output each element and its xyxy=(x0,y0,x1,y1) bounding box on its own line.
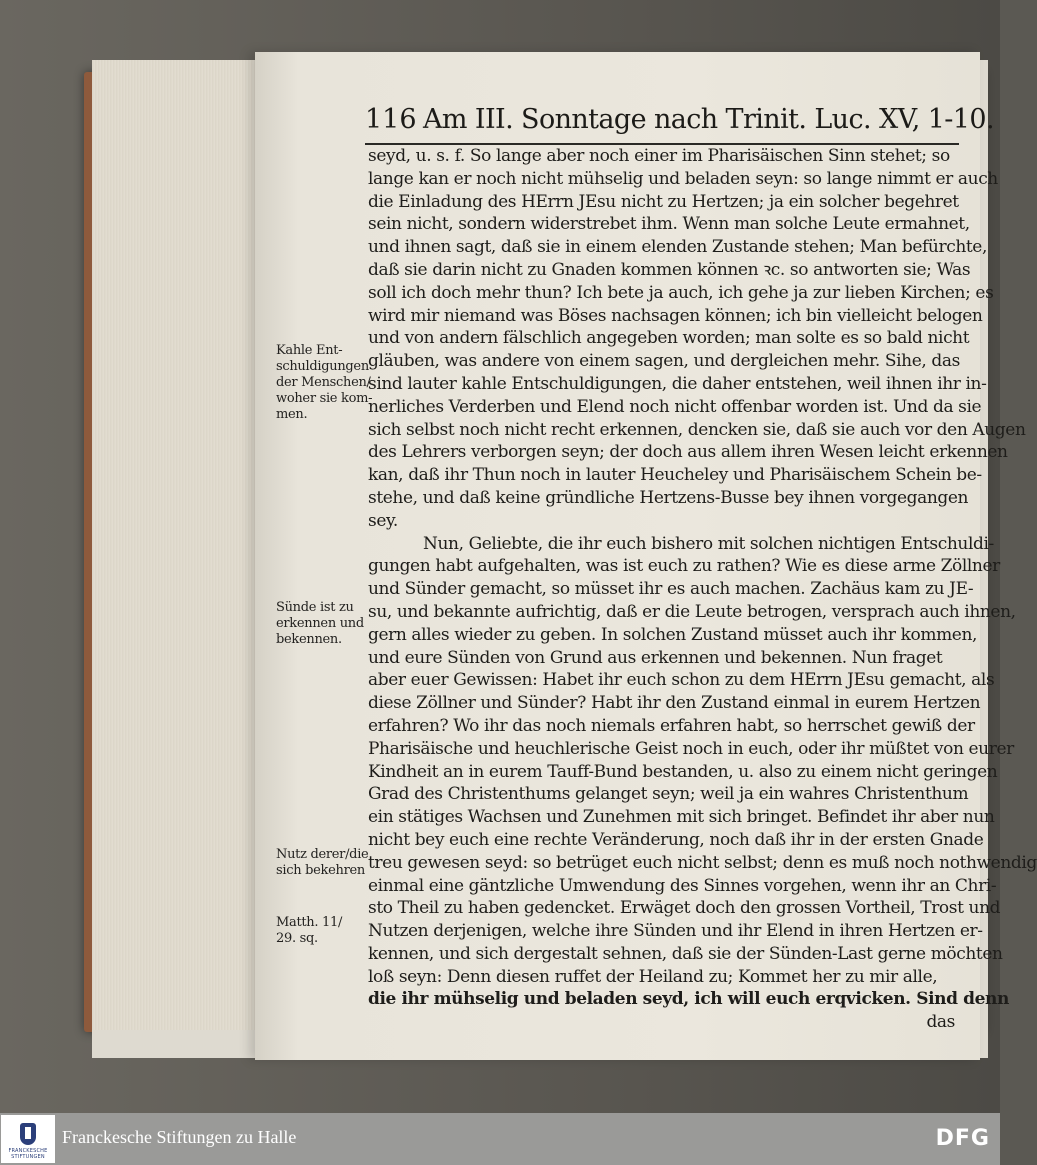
page-header xyxy=(365,104,994,144)
margin-note-line: Sünde ist zu xyxy=(276,600,354,615)
franckesche-stiftungen-logo[interactable] xyxy=(1,1115,55,1163)
margin-note-line: Matth. 11/ xyxy=(276,915,343,930)
text-line: nicht bey euch eine rechte Veränderung, noch daß ihr in der ersten Gnade xyxy=(368,829,984,850)
dfg-logo[interactable]: DFG xyxy=(935,1126,990,1151)
text-line: sto Theil zu haben gedencket. Erwäget doch den grossen Vortheil, Trost und xyxy=(368,898,1001,919)
text-line: kan, daß ihr Thun noch in lauter Heucheley und Pharisäischem Schein be- xyxy=(368,465,982,486)
text-line: stehe, und daß keine gründliche Hertzens-Busse bey ihnen vorgegangen xyxy=(368,487,969,508)
text-line: und ihnen sagt, daß sie in einem elenden Zustande stehen; Man befürchte, xyxy=(368,237,987,258)
text-line: gern alles wieder zu geben. In solchen Zustand müsset auch ihr kommen, xyxy=(368,624,978,645)
text-line: erfahren? Wo ihr das noch niemals erfahren habt, so herrschet gewiß der xyxy=(368,715,975,736)
logo-text: FRANCKESCHE STIFTUNGEN xyxy=(8,1148,48,1160)
footer-bar xyxy=(0,1113,1000,1165)
margin-note-line: sich bekehren xyxy=(276,863,365,878)
margin-note-line: men. xyxy=(276,407,308,422)
crest-icon xyxy=(20,1123,36,1145)
page-number: 116 xyxy=(365,104,417,135)
text-line: wird mir niemand was Böses nachsagen können; ich bin vielleicht belogen xyxy=(368,305,983,326)
text-line: su, und bekannte aufrichtig, daß er die Leute betrogen, versprach auch ihnen, xyxy=(368,601,1016,622)
text-line: sind lauter kahle Entschuldigungen, die daher entstehen, weil ihnen ihr in- xyxy=(368,373,987,394)
text-line: die Einladung des HErrn JEsu nicht zu Hertzen; ja ein solcher begehret xyxy=(368,191,959,212)
margin-note-line: der Menschen/ xyxy=(276,375,371,390)
margin-note-line: Nutz derer/die xyxy=(276,847,369,862)
text-line: diese Zöllner und Sünder? Habt ihr den Zustand einmal in eurem Hertzen xyxy=(368,693,981,714)
text-line: sey. xyxy=(368,510,398,531)
body-text xyxy=(368,145,1037,1034)
text-line: sich selbst noch nicht recht erkennen, dencken sie, daß sie auch vor den Augen xyxy=(368,419,1026,440)
text-line: kennen, und sich dergestalt sehnen, daß sie der Sünden-Last gerne möchten xyxy=(368,943,1003,964)
margin-note xyxy=(276,847,368,879)
margin-note-line: 29. sq. xyxy=(276,931,318,946)
text-line: Pharisäische und heuchlerische Geist noch in euch, oder ihr müßtet von eurer xyxy=(368,738,1014,759)
text-line: einmal eine gäntzliche Umwendung des Sinnes vorgehen, wenn ihr an Chri- xyxy=(368,875,997,896)
text-line: Kindheit an in eurem Tauff-Bund bestanden, u. also zu einem nicht geringen xyxy=(368,761,998,782)
text-line: die ihr mühselig und beladen seyd, ich will euch erqvicken. Sind denn xyxy=(368,989,1009,1010)
text-line: Nutzen derjenigen, welche ihre Sünden und ihr Elend in ihren Hertzen er- xyxy=(368,921,983,942)
text-line: soll ich doch mehr thun? Ich bete ja auch, ich gehe ja zur lieben Kirchen; es xyxy=(368,282,994,303)
text-line: daß sie darin nicht zu Gnaden kommen können ꝛc. so antworten sie; Was xyxy=(368,259,971,280)
text-line: ein stätiges Wachsen und Zunehmen mit sich bringet. Befindet ihr aber nun xyxy=(368,807,995,828)
margin-note xyxy=(276,915,368,947)
text-line: lange kan er noch nicht mühselig und beladen seyn: so lange nimmt er auch xyxy=(368,168,998,189)
text-line: Grad des Christenthums gelanget seyn; weil ja ein wahres Christenthum xyxy=(368,784,969,805)
text-line: des Lehrers verborgen seyn; der doch aus allem ihren Wesen leicht erkennen xyxy=(368,442,1008,463)
institution-name: Franckesche Stiftungen zu Halle xyxy=(62,1127,297,1147)
margin-note-line: Kahle Ent- xyxy=(276,343,343,358)
text-line: sein nicht, sondern widerstrebet ihm. Wenn man solche Leute ermahnet, xyxy=(368,214,970,235)
text-line: Nun, Geliebte, die ihr euch bishero mit solchen nichtigen Entschuldi- xyxy=(423,533,994,554)
text-line: loß seyn: Denn diesen ruffet der Heiland zu; Kommet her zu mir alle, xyxy=(368,966,938,987)
margin-note-line: woher sie kom- xyxy=(276,391,373,406)
margin-note-line: bekennen. xyxy=(276,632,342,647)
margin-note xyxy=(276,343,373,423)
text-line: gläuben, was andere von einem sagen, und dergleichen mehr. Sihe, das xyxy=(368,351,960,372)
margin-note-line: schuldigungen xyxy=(276,359,369,374)
text-line: und eure Sünden von Grund aus erkennen und bekennen. Nun fraget xyxy=(368,647,943,668)
text-line: und von andern fälschlich angegeben worden; man solte es so bald nicht xyxy=(368,328,970,349)
text-line: treu gewesen seyd: so betrüget euch nicht selbst; denn es muß noch nothwendig xyxy=(368,852,1037,873)
text-line: aber euer Gewissen: Habet ihr euch schon zu dem HErrn JEsu gemacht, als xyxy=(368,670,995,691)
text-line: nerliches Verderben und Elend noch nicht offenbar worden ist. Und da sie xyxy=(368,396,982,417)
page-edges xyxy=(92,60,272,1030)
text-line: seyd, u. s. f. So lange aber noch einer im Pharisäischen Sinn stehet; so xyxy=(368,146,950,166)
catchword: das xyxy=(926,1012,955,1033)
running-head: Am III. Sonntage nach Trinit. Luc. XV, 1-10. xyxy=(423,104,994,135)
margin-note-line: erkennen und xyxy=(276,616,364,631)
text-line: gungen habt aufgehalten, was ist euch zu rathen? Wie es diese arme Zöllner xyxy=(368,556,1000,577)
text-line: und Sünder gemacht, so müsset ihr es auch machen. Zachäus kam zu JE- xyxy=(368,579,974,600)
margin-note xyxy=(276,600,368,648)
